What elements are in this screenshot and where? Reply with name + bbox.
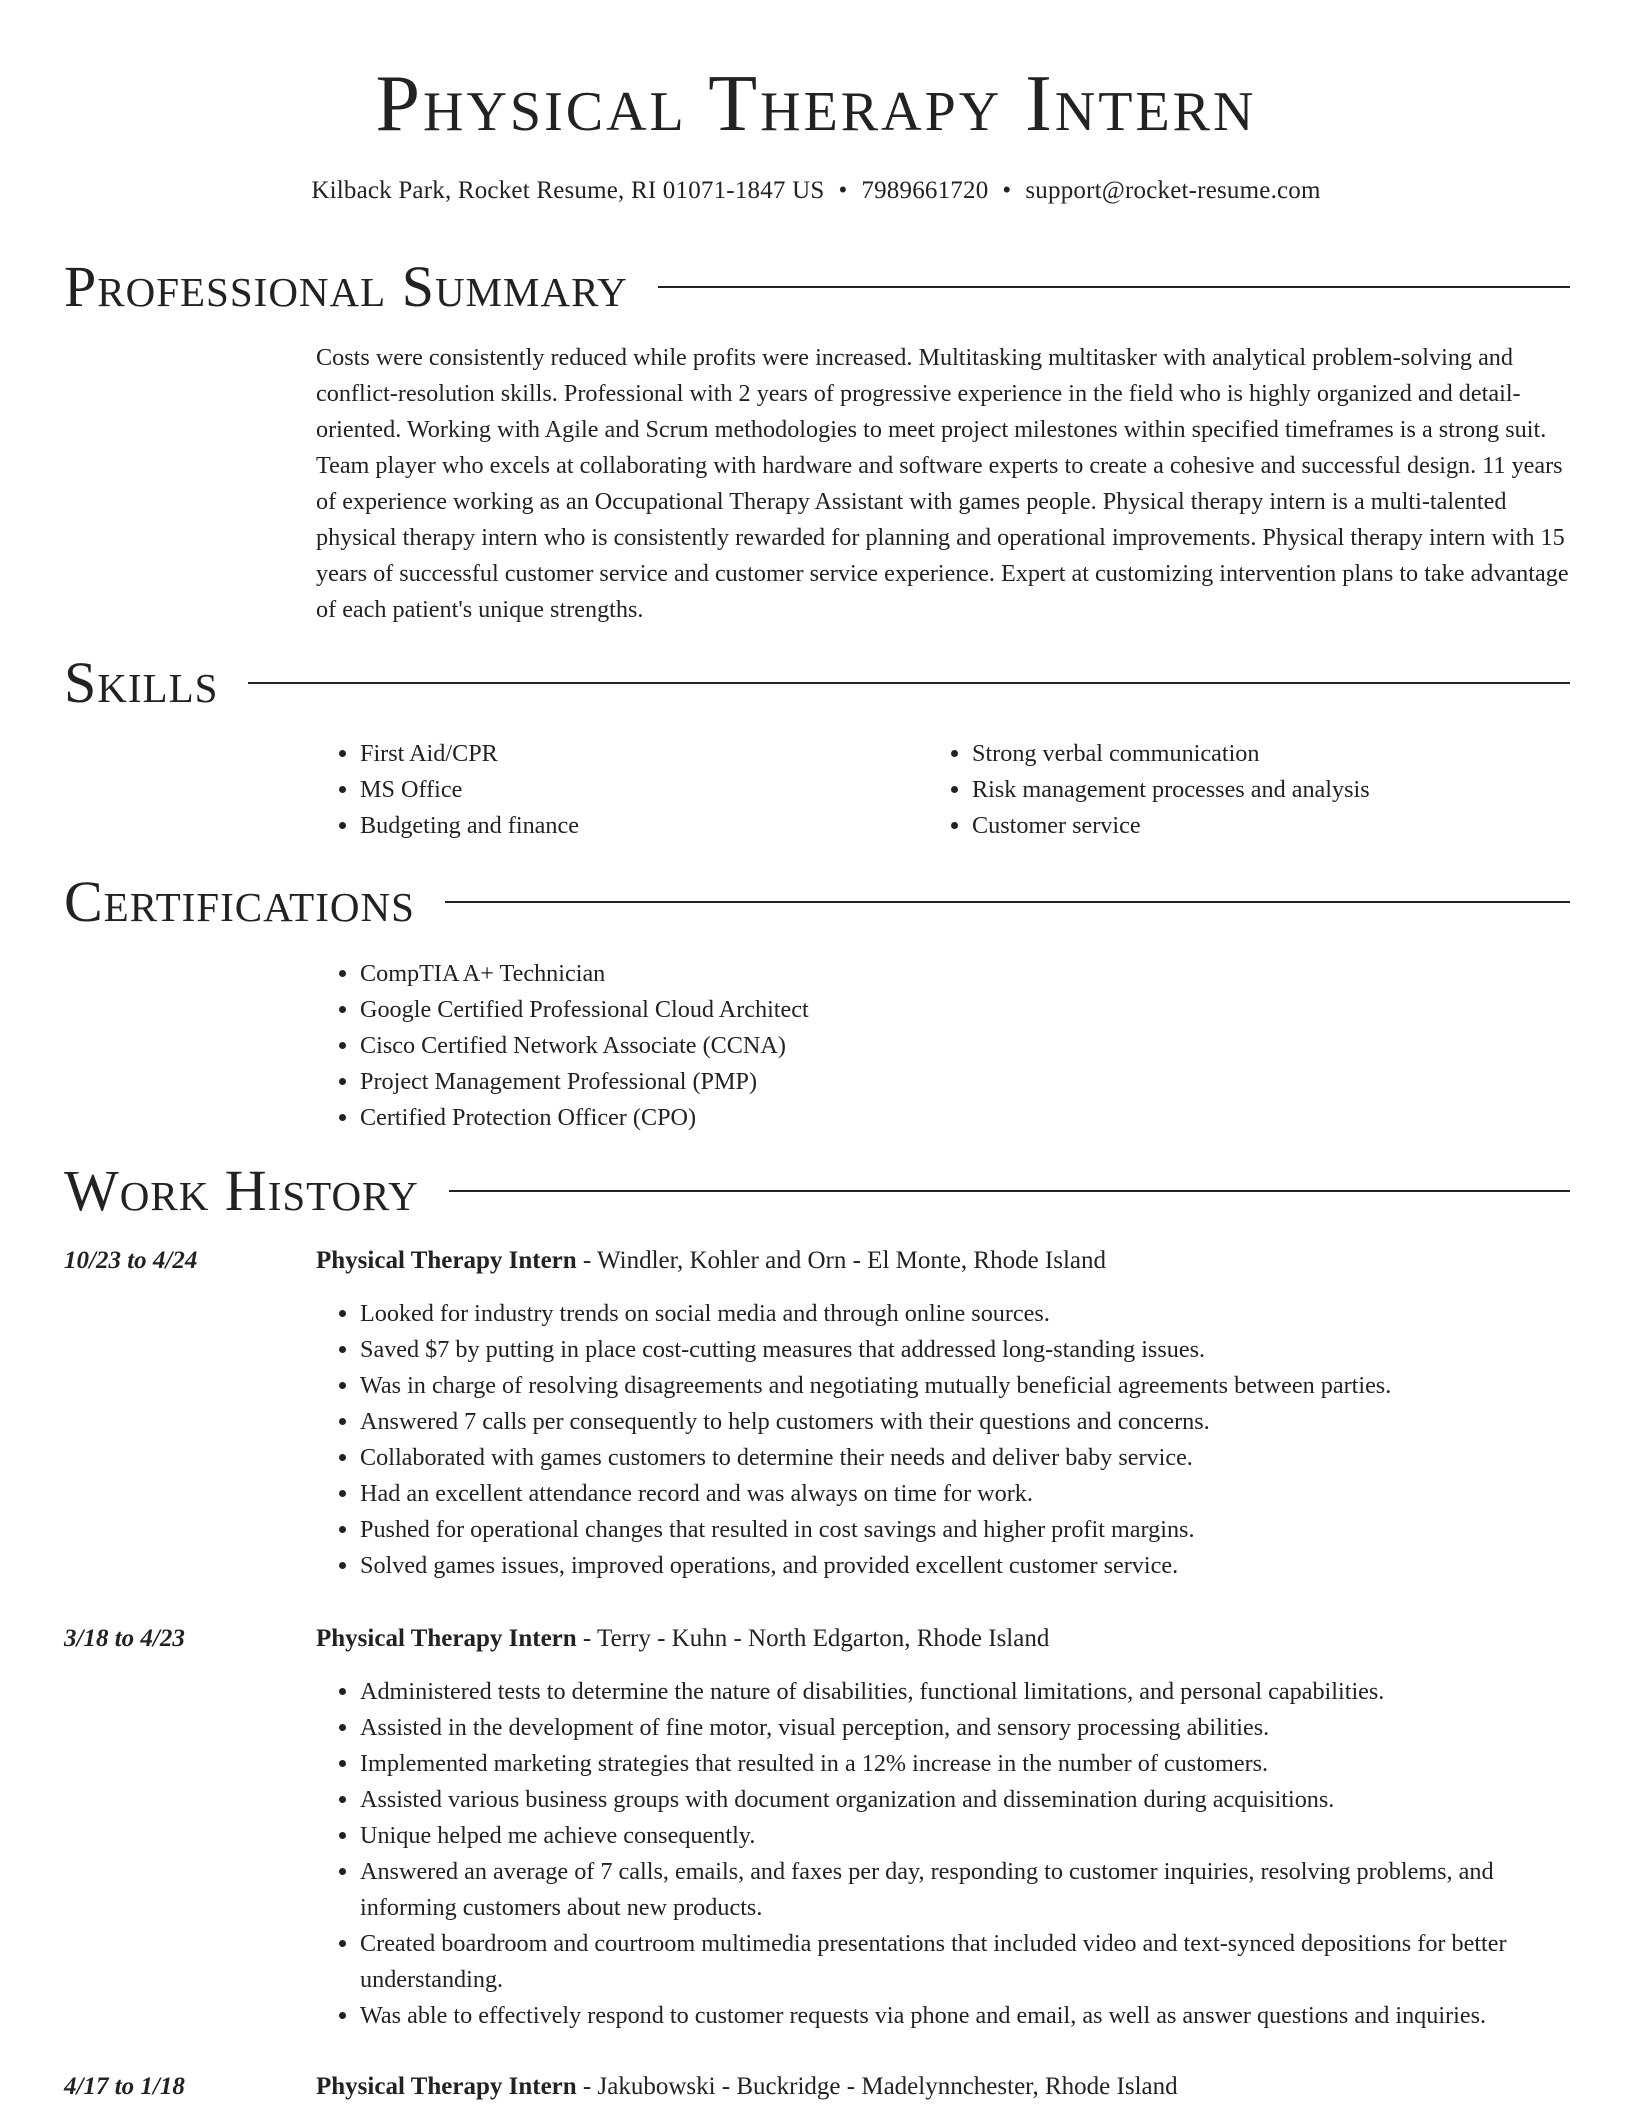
- contact-separator: •: [838, 177, 848, 204]
- job-bullet: • Solved games issues, improved operations, and provided excellent customer service.: [360, 1548, 1570, 1584]
- job-bullet: • Implemented marketing strategies that resulted in a 12% increase in the number of customers.: [360, 1746, 1570, 1782]
- skill-item: • MS Office: [360, 772, 579, 808]
- job-bullet: • Looked for industry trends on social media and through online sources.: [360, 1296, 1570, 1332]
- certification-item: • Cisco Certified Network Associate (CCNA): [360, 1028, 809, 1064]
- certifications-section-title: Certifications: [64, 869, 415, 934]
- job-title-line: [316, 1243, 1106, 1279]
- skill-item: • Risk management processes and analysis: [972, 772, 1370, 808]
- summary-text: Costs were consistently reduced while profits were increased. Multitasking multitasker with analytical problem-solving and conflict-resolution skills. Professional with 2 years of progressive experience in the field who is highly organized and detail-oriented. Working with Agile and Scrum methodologies to meet project milestones within specified timeframes is a strong suit. Team player who excels at collaborating with hardware and software experts to create a cohesive and successful design. 11 years of experience working as an Occupational Therapy Assistant with games people. Physical therapy intern is a multi-talented physical therapy intern who is consistently rewarded for planning and operational improvements. Physical therapy intern with 15 years of successful customer service and customer service experience. Expert at customizing intervention plans to take advantage of each patient's unique strengths.: [316, 344, 1569, 623]
- job-bullet: • Had an excellent attendance record and was always on time for work.: [360, 1476, 1570, 1512]
- certification-item: • Project Management Professional (PMP): [360, 1064, 809, 1100]
- work-section-title: Work History: [64, 1158, 419, 1223]
- summary-section-title: Professional Summary: [64, 254, 628, 319]
- skills-column-left: [316, 736, 579, 844]
- skills-section-header: [64, 648, 1570, 718]
- job-bullet: • Collaborated with games customers to determine their needs and deliver baby service.: [360, 1440, 1570, 1476]
- job-bullet: • Administered tests to determine the nature of disabilities, functional limitations, and personal capabilities.: [360, 1674, 1570, 1710]
- skills-column-right: [928, 736, 1370, 844]
- job-bullet: • Assisted in the development of fine motor, visual perception, and sensory processing abilities.: [360, 1710, 1570, 1746]
- skill-item: • First Aid/CPR: [360, 736, 579, 772]
- job-bullet: • Was able to effectively respond to customer requests via phone and email, as well as answer questions and inquiries.: [360, 1998, 1570, 2034]
- job-bullet: • Saved $7 by putting in place cost-cutting measures that addressed long-standing issues.: [360, 1332, 1570, 1368]
- section-divider: [658, 286, 1570, 288]
- certification-item: • Certified Protection Officer (CPO): [360, 1100, 809, 1136]
- job-title: Physical Therapy Intern: [316, 1247, 577, 1274]
- contact-phone: 7989661720: [861, 177, 989, 204]
- skill-item: • Customer service: [972, 808, 1370, 844]
- section-divider: [449, 1190, 1570, 1192]
- work-section-header: [64, 1156, 1570, 1226]
- skill-item: • Strong verbal communication: [972, 736, 1370, 772]
- job-dates: 10/23 to 4/24: [64, 1247, 198, 1274]
- job-dates: 3/18 to 4/23: [64, 1625, 185, 1652]
- certifications-section-header: [64, 867, 1570, 937]
- job-bullet: • Was in charge of resolving disagreements and negotiating mutually beneficial agreements between parties.: [360, 1368, 1570, 1404]
- job-bullets: [316, 1296, 1570, 1584]
- job-bullet: • Answered 7 calls per consequently to help customers with their questions and concerns.: [360, 1404, 1570, 1440]
- summary-section-header: [64, 252, 1570, 322]
- contact-email: support@rocket-resume.com: [1025, 177, 1321, 204]
- certification-item: • CompTIA A+ Technician: [360, 956, 809, 992]
- job-dates: 4/17 to 1/18: [64, 2073, 185, 2100]
- job-title-line: [316, 2069, 1178, 2105]
- section-divider: [445, 901, 1570, 903]
- skills-section-title: Skills: [64, 650, 219, 715]
- certifications-list: [316, 956, 809, 1136]
- certification-item: • Google Certified Professional Cloud Architect: [360, 992, 809, 1028]
- job-bullet: • Answered an average of 7 calls, emails, and faxes per day, responding to customer inquiries, resolving problems, and informing customers about new products.: [360, 1854, 1570, 1926]
- section-divider: [248, 682, 1570, 684]
- job-bullet: • Unique helped me achieve consequently.: [360, 1818, 1570, 1854]
- job-title: Physical Therapy Intern: [316, 2073, 577, 2100]
- job-employer: - Jakubowski - Buckridge - Madelynnchester, Rhode Island: [576, 2073, 1178, 2100]
- job-title-line: [316, 1621, 1049, 1657]
- job-title: Physical Therapy Intern: [316, 1625, 577, 1652]
- contact-line: [0, 174, 1632, 208]
- job-bullet: • Assisted various business groups with document organization and dissemination during acquisitions.: [360, 1782, 1570, 1818]
- contact-address: Kilback Park, Rocket Resume, RI 01071-1847 US: [311, 177, 825, 204]
- skill-item: • Budgeting and finance: [360, 808, 579, 844]
- job-bullet: • Created boardroom and courtroom multimedia presentations that included video and text-synced depositions for better understanding.: [360, 1926, 1570, 1998]
- job-employer: - Windler, Kohler and Orn - El Monte, Rhode Island: [576, 1247, 1107, 1274]
- job-employer: - Terry - Kuhn - North Edgarton, Rhode Island: [576, 1625, 1050, 1652]
- job-bullet: • Pushed for operational changes that resulted in cost savings and higher profit margins.: [360, 1512, 1570, 1548]
- job-bullets: [316, 1674, 1570, 2034]
- contact-separator: •: [1002, 177, 1012, 204]
- candidate-name: Physical Therapy Intern: [375, 60, 1257, 148]
